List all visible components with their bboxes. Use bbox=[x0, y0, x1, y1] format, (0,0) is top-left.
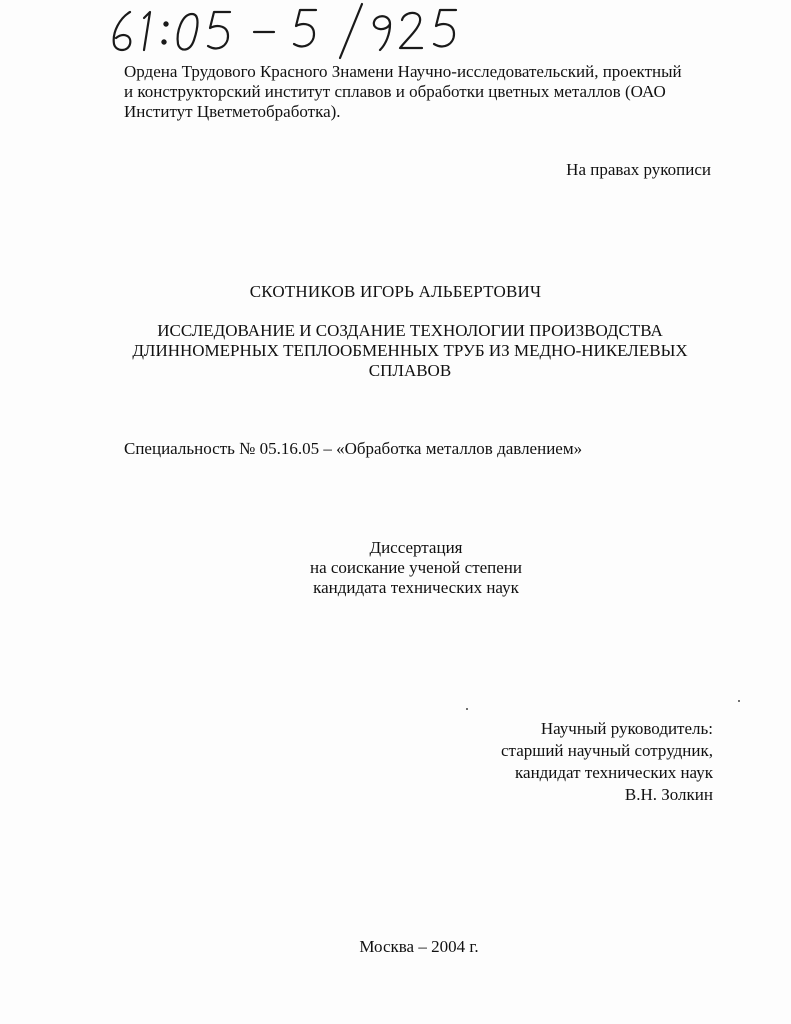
title-line: ИССЛЕДОВАНИЕ И СОЗДАНИЕ ТЕХНОЛОГИИ ПРОИЗВОДСТВА bbox=[157, 321, 663, 340]
scan-speck bbox=[738, 700, 740, 702]
degree-line: на соискание ученой степени bbox=[309, 558, 523, 577]
advisor-line: Научный руководитель: bbox=[540, 719, 713, 738]
specialty-line: Специальность № 05.16.05 – «Обработка металлов давлением» bbox=[124, 439, 583, 458]
institution-line: и конструкторский институт сплавов и обработки цветных металлов (ОАО bbox=[124, 82, 666, 101]
degree-line: кандидата технических наук bbox=[313, 578, 519, 597]
title-line: ДЛИННОМЕРНЫХ ТЕПЛООБМЕННЫХ ТРУБ ИЗ МЕДНО-НИКЕЛЕВЫХ bbox=[132, 341, 688, 360]
dissertation-title bbox=[100, 321, 720, 381]
institution-line: Институт Цветметобработка). bbox=[124, 102, 341, 121]
scan-speck bbox=[466, 708, 468, 710]
advisor-line: кандидат технических наук bbox=[515, 763, 713, 782]
handwritten-catalog-code bbox=[108, 2, 468, 60]
institution-name bbox=[124, 62, 724, 122]
scientific-advisor bbox=[501, 718, 713, 806]
author-name: СКОТНИКОВ ИГОРЬ АЛЬБЕРТОВИЧ bbox=[249, 282, 542, 301]
degree-statement bbox=[200, 538, 632, 598]
advisor-line: В.Н. Золкин bbox=[624, 785, 713, 804]
degree-line: Диссертация bbox=[369, 538, 463, 557]
advisor-line: старший научный сотрудник, bbox=[501, 741, 713, 760]
city-and-year: Москва – 2004 г. bbox=[359, 937, 479, 956]
institution-line: Ордена Трудового Красного Знамени Научно-исследовательский, проектный bbox=[124, 62, 682, 81]
rights-note: На правах рукописи bbox=[566, 160, 711, 179]
title-line: СПЛАВОВ bbox=[368, 361, 452, 380]
